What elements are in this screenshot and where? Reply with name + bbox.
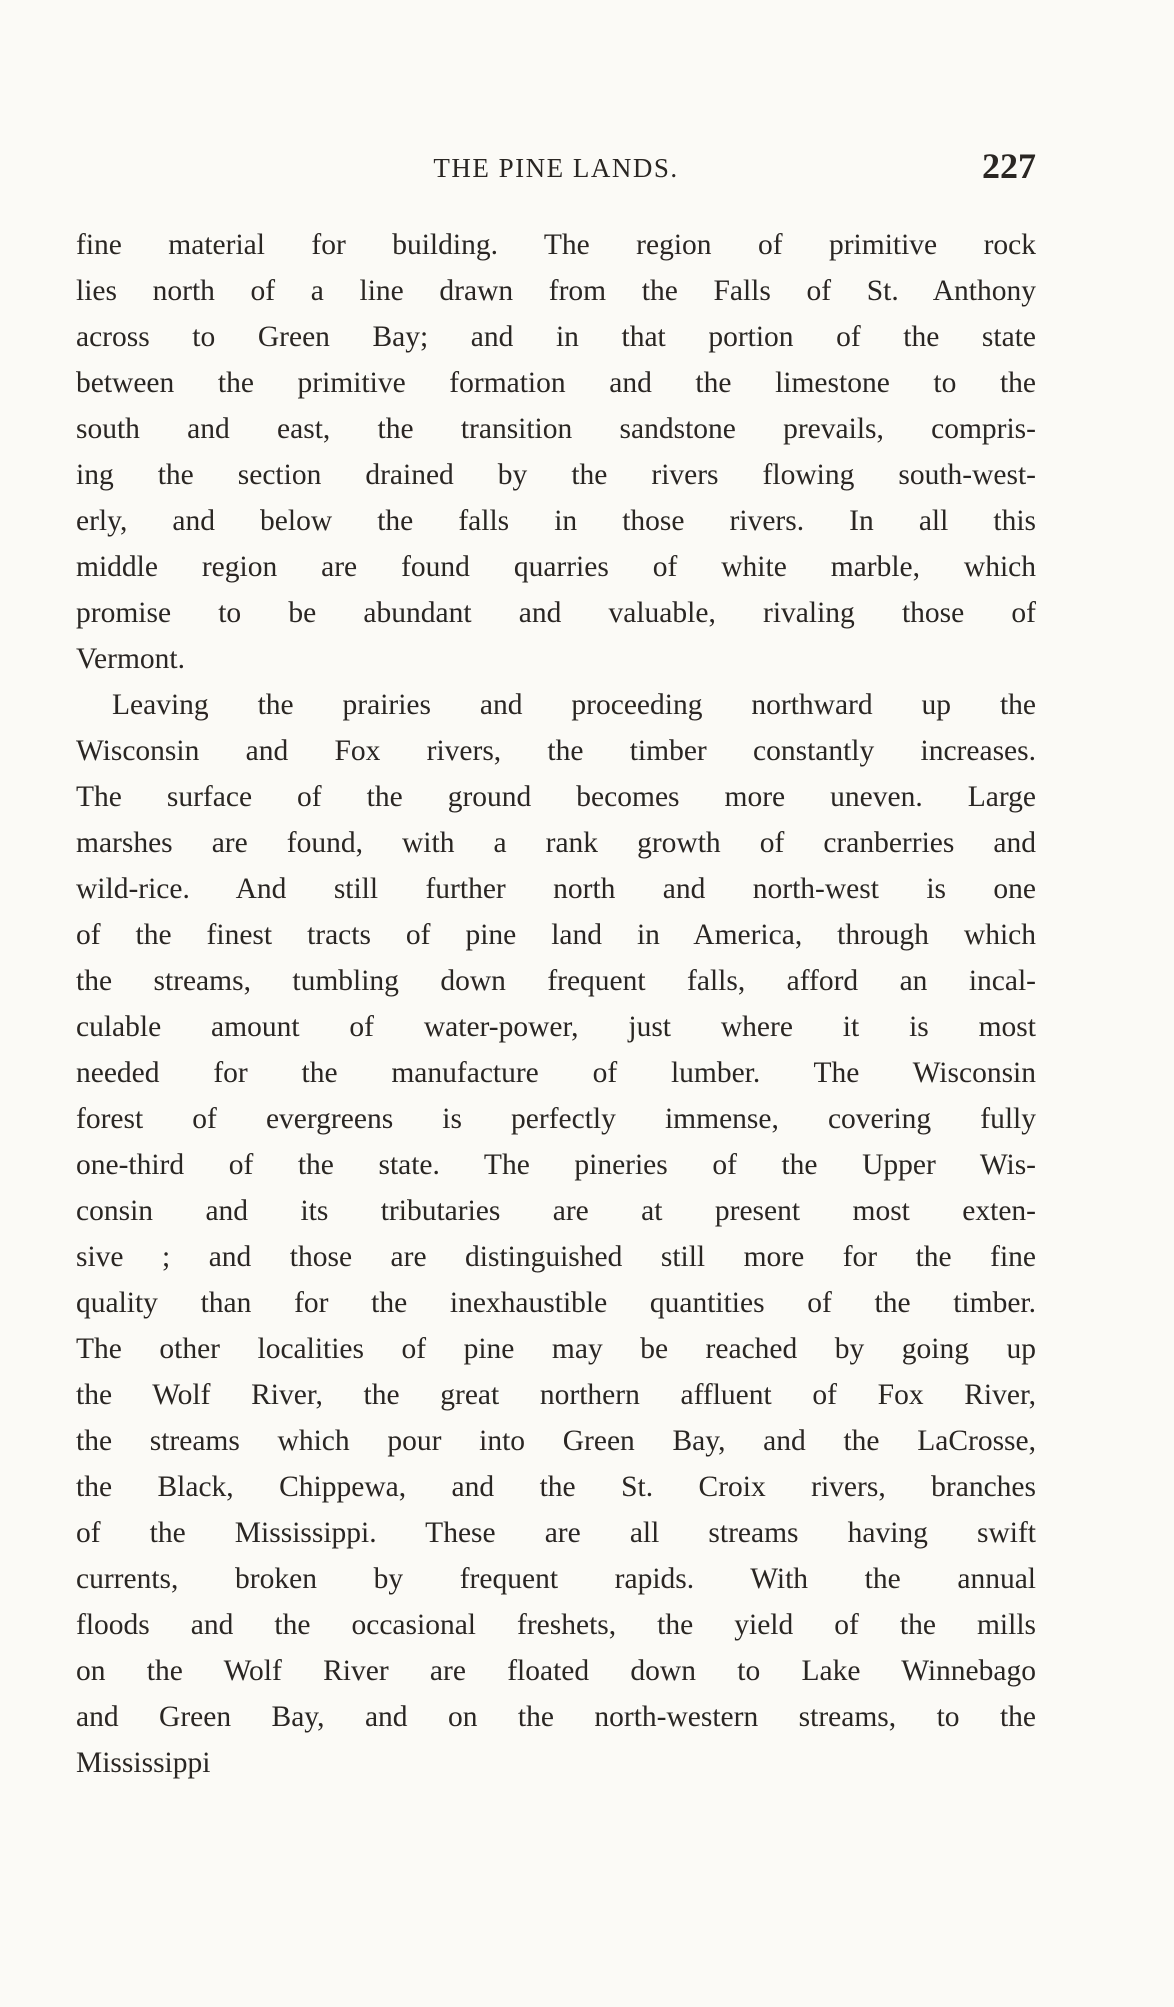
running-title: THE PINE LANDS. xyxy=(433,153,679,183)
text-line: between the primitive formation and the limestone to the xyxy=(76,367,1036,399)
text-line: fine material for building. The region of primitive rock xyxy=(76,229,1036,261)
text-line: Mississippi xyxy=(76,1747,211,1779)
text-line: erly, and below the falls in those rivers. In all this xyxy=(76,505,1036,537)
text-line: The surface of the ground becomes more uneven. Large xyxy=(76,781,1036,813)
text-line: middle region are found quarries of white marble, which xyxy=(76,551,1036,583)
text-line: needed for the manufacture of lumber. The Wisconsin xyxy=(76,1057,1036,1089)
page-number: 227 xyxy=(982,146,1036,186)
text-line: marshes are found, with a rank growth of cranberries and xyxy=(76,827,1036,859)
text-line: south and east, the transition sandstone prevails, compris- xyxy=(76,413,1036,445)
text-line: promise to be abundant and valuable, rivaling those of xyxy=(76,597,1036,629)
text-line: on the Wolf River are floated down to Lake Winnebago xyxy=(76,1655,1036,1687)
text-line: Vermont. xyxy=(76,643,185,675)
text-line: the Wolf River, the great northern affluent of Fox River, xyxy=(76,1379,1036,1411)
text-line: and Green Bay, and on the north-western streams, to the xyxy=(76,1701,1036,1733)
text-line: one-third of the state. The pineries of the Upper Wis- xyxy=(76,1149,1036,1181)
text-line: Leaving the prairies and proceeding northward up the xyxy=(112,689,1036,721)
text-line: floods and the occasional freshets, the yield of the mills xyxy=(76,1609,1036,1641)
text-line: ing the section drained by the rivers flowing south-west- xyxy=(76,459,1036,491)
text-line: forest of evergreens is perfectly immense, covering fully xyxy=(76,1103,1036,1135)
text-line: currents, broken by frequent rapids. With the annual xyxy=(76,1563,1036,1595)
text-line: quality than for the inexhaustible quantities of the timber. xyxy=(76,1287,1036,1319)
text-line: the Black, Chippewa, and the St. Croix rivers, branches xyxy=(76,1471,1036,1503)
running-head xyxy=(76,145,1036,195)
text-line: of the finest tracts of pine land in America, through which xyxy=(76,919,1036,951)
text-line: across to Green Bay; and in that portion of the state xyxy=(76,321,1036,353)
text-line: the streams which pour into Green Bay, and the LaCrosse, xyxy=(76,1425,1036,1457)
body-text xyxy=(76,222,1036,1786)
text-line: The other localities of pine may be reached by going up xyxy=(76,1333,1036,1365)
text-line: the streams, tumbling down frequent falls, afford an incal- xyxy=(76,965,1036,997)
text-line: consin and its tributaries are at present most exten- xyxy=(76,1195,1036,1227)
text-line: Wisconsin and Fox rivers, the timber constantly increases. xyxy=(76,735,1036,767)
text-line: wild-rice. And still further north and north-west is one xyxy=(76,873,1036,905)
text-line: culable amount of water-power, just where it is most xyxy=(76,1011,1036,1043)
text-line: of the Mississippi. These are all streams having swift xyxy=(76,1517,1036,1549)
text-line: sive ; and those are distinguished still more for the fine xyxy=(76,1241,1036,1273)
text-line: lies north of a line drawn from the Falls of St. Anthony xyxy=(76,275,1036,307)
